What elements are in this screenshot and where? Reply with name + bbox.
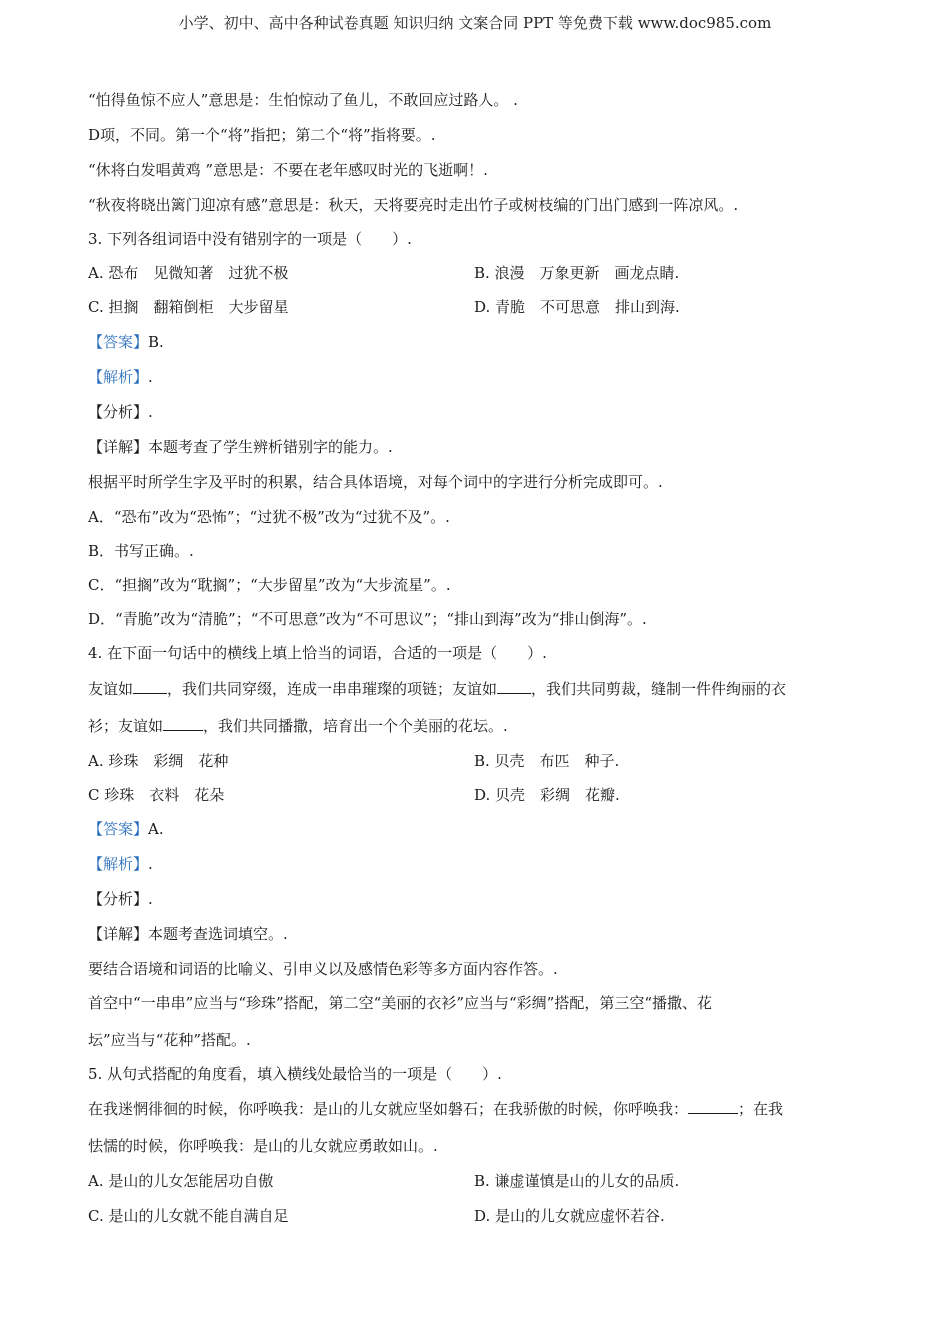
- detail-line: [88, 924, 288, 944]
- analysis-tag: 【解析】: [88, 855, 149, 873]
- option-b: B. 浪漫 万象更新 画龙点睛.: [474, 264, 680, 282]
- analysis-text: .: [148, 368, 153, 386]
- fenxi-line: 【分析】.: [88, 890, 153, 908]
- sentence-part: 在我迷惘徘徊的时候，你呼唤我：是山的儿女就应坚如磐石；在我骄傲的时候，你呼唤我：: [88, 1100, 689, 1118]
- blank-line: [688, 1099, 738, 1114]
- answer-line: [88, 819, 164, 839]
- sentence-part: ；在我: [738, 1100, 784, 1118]
- analysis-line: [88, 367, 153, 387]
- answer-tag: 【答案】: [88, 333, 149, 351]
- option-d: D. 青脆 不可思意 排山到海.: [474, 298, 680, 316]
- option-a: A. 珍珠 彩绸 花种: [88, 752, 229, 770]
- option-b: B. 谦虚谨慎是山的儿女的品质.: [474, 1172, 680, 1190]
- text-line: 根据平时所学生字及平时的积累，结合具体语境，对每个词中的字进行分析完成即可。.: [88, 473, 663, 491]
- option-a: A. 恐布 见微知著 过犹不极: [88, 264, 289, 282]
- detail-line: [88, 437, 393, 457]
- text-line: “怕得鱼惊不应人”意思是：生怕惊动了鱼儿，不敢回应过路人。 .: [88, 91, 518, 109]
- question-3: 3. 下列各组词语中没有错别字的一项是（ ）.: [88, 230, 412, 248]
- option-b: B. 贝壳 布匹 种子.: [474, 752, 620, 770]
- fenxi-line: 【分析】.: [88, 403, 153, 421]
- sentence-line: 怯懦的时候，你呼唤我：是山的儿女就应勇敢如山。.: [88, 1137, 438, 1155]
- text-line: C．“担搁”改为“耽搁”；“大步留星”改为“大步流星”。.: [88, 576, 451, 594]
- answer-tag: 【答案】: [88, 820, 149, 838]
- text-line: “秋夜将晓出篱门迎凉有感”意思是：秋天，天将要亮时走出竹子或树枝编的门出门感到一阵凉风。.: [88, 196, 739, 214]
- blank-line: [163, 716, 203, 731]
- text-line: 首空中“一串串”应当与“珍珠”搭配，第二空“美丽的衣衫”应当与“彩绸”搭配，第三空“播撒、花: [88, 994, 713, 1012]
- analysis-tag: 【解析】: [88, 368, 149, 386]
- text-line: D．“青脆”改为“清脆”；“不可思意”改为“不可思议”；“排山到海”改为“排山倒海”。.: [88, 610, 647, 628]
- option-c: C 珍珠 衣料 花朵: [88, 786, 225, 804]
- question-5: 5. 从句式搭配的角度看，填入横线处最恰当的一项是（ ）.: [88, 1065, 502, 1083]
- answer-value: A.: [148, 820, 164, 838]
- blank-line: [133, 679, 167, 694]
- page-header: 小学、初中、高中各种试卷真题 知识归纳 文案合同 PPT 等免费下载 www.doc985.com: [178, 14, 772, 32]
- blank-line: [497, 679, 531, 694]
- option-d: D. 贝壳 彩绸 花瓣.: [474, 786, 620, 804]
- sentence-line: [88, 1099, 783, 1119]
- sentence-part: 衫；友谊如: [88, 717, 164, 735]
- detail-text: 本题考查了学生辨析错别字的能力。.: [148, 438, 393, 456]
- option-c: C. 是山的儿女就不能自满自足: [88, 1207, 289, 1225]
- option-c: C. 担搁 翻箱倒柜 大步留星: [88, 298, 289, 316]
- text-line: 要结合语境和词语的比喻义、引申义以及感情色彩等多方面内容作答。.: [88, 960, 558, 978]
- option-d: D. 是山的儿女就应虚怀若谷.: [474, 1207, 665, 1225]
- text-line: “休将白发唱黄鸡 ”意思是：不要在老年感叹时光的飞逝啊！.: [88, 161, 488, 179]
- answer-line: [88, 332, 164, 352]
- sentence-line: [88, 716, 508, 736]
- answer-value: B.: [148, 333, 164, 351]
- analysis-line: [88, 854, 153, 874]
- sentence-part: ，我们共同播撒，培育出一个个美丽的花坛。.: [203, 717, 508, 735]
- analysis-text: .: [148, 855, 153, 873]
- text-line: A．“恐布”改为“恐怖”；“过犹不极”改为“过犹不及”。.: [88, 508, 450, 526]
- text-line: B．书写正确。.: [88, 542, 194, 560]
- detail-text: 本题考查选词填空。.: [148, 925, 288, 943]
- sentence-part: ，我们共同剪裁，缝制一件件绚丽的衣: [531, 680, 787, 698]
- detail-tag: 【详解】: [88, 438, 149, 456]
- sentence-line: [88, 679, 786, 699]
- text-line: 坛”应当与“花种”搭配。.: [88, 1031, 251, 1049]
- text-line: D项，不同。第一个“将”指把；第二个“将”指将要。.: [88, 126, 436, 144]
- question-4: 4. 在下面一句话中的横线上填上恰当的词语，合适的一项是（ ）.: [88, 644, 547, 662]
- sentence-part: 友谊如: [88, 680, 134, 698]
- sentence-part: ，我们共同穿缀，连成一串串璀璨的项链；友谊如: [167, 680, 498, 698]
- detail-tag: 【详解】: [88, 925, 149, 943]
- option-a: A. 是山的儿女怎能居功自傲: [88, 1172, 274, 1190]
